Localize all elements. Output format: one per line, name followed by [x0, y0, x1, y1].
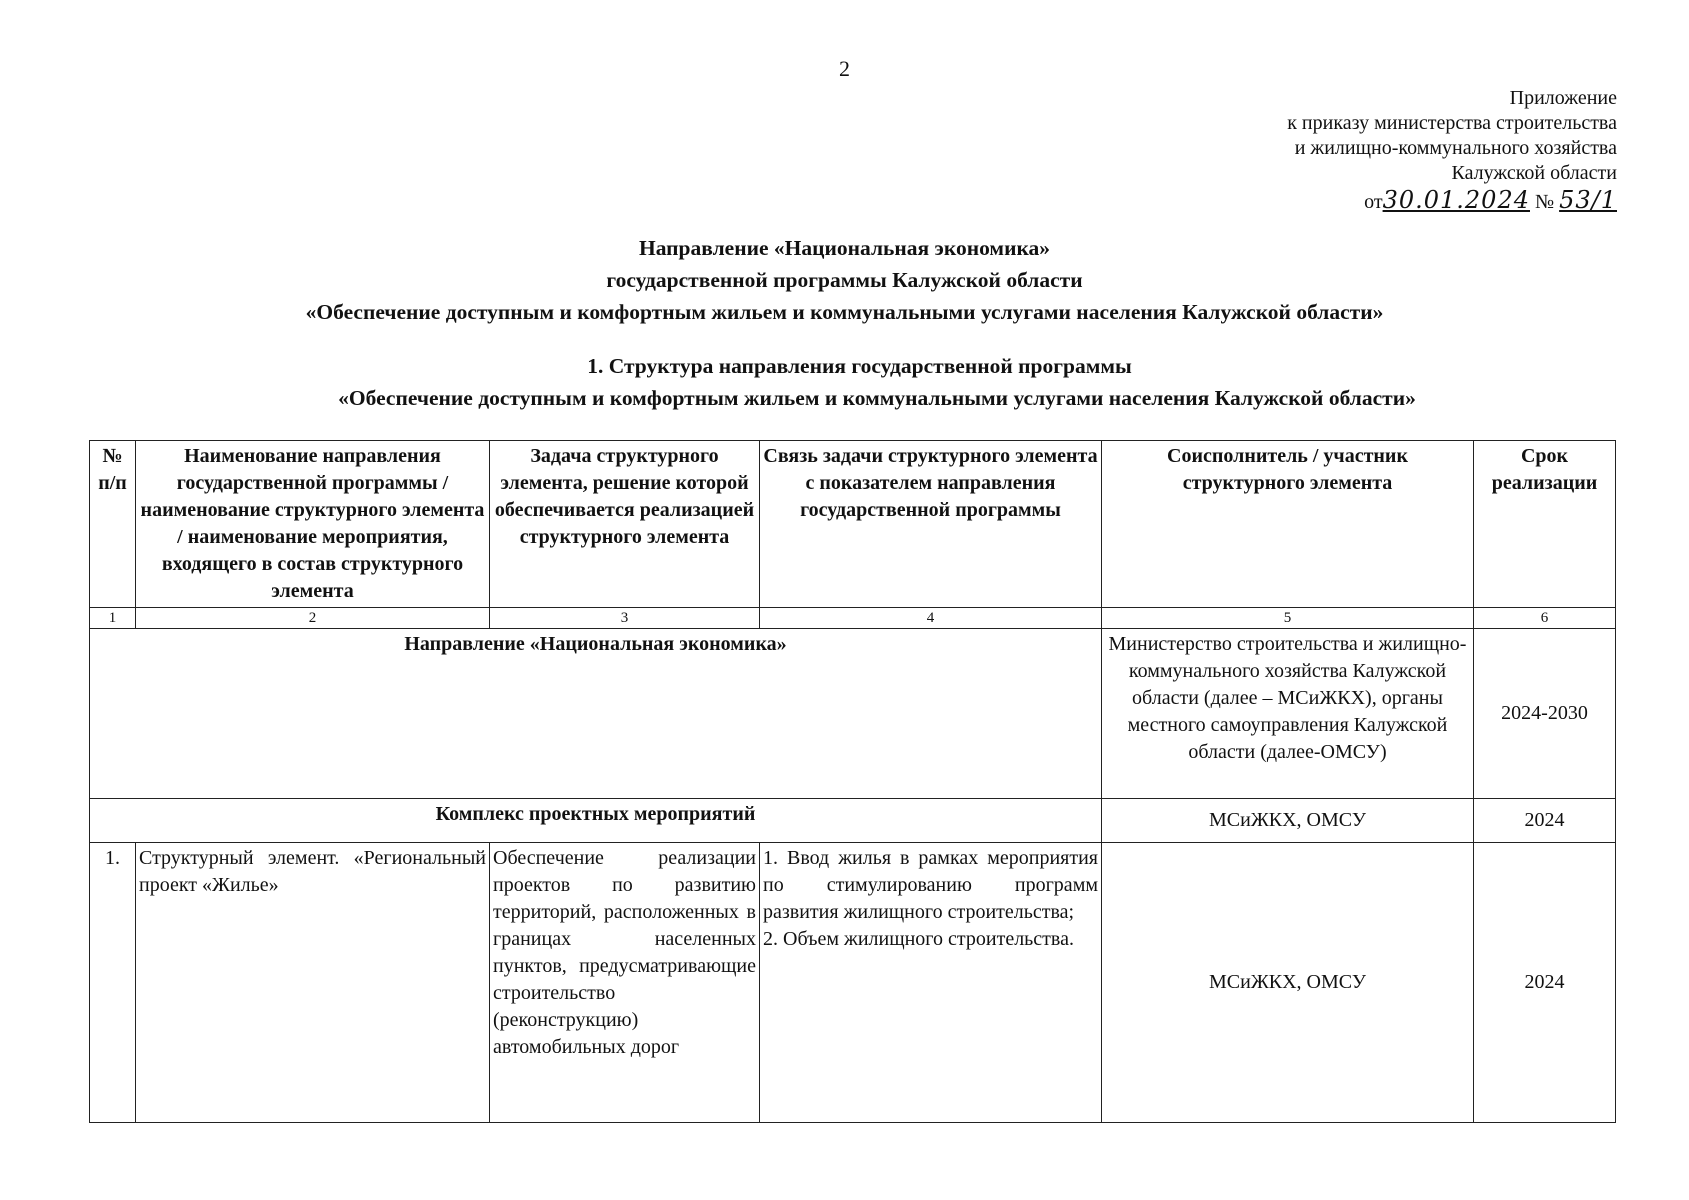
table-header-row: [90, 441, 1616, 608]
header-cell: Связь задачи структурного элемента с показателем направления государственной программы: [760, 441, 1102, 608]
order-number: 53/1: [1559, 186, 1617, 214]
appendix-region: Калужской области: [1451, 162, 1617, 184]
direction-row: [90, 629, 1616, 799]
column-number: 4: [760, 608, 1102, 629]
direction-participant: Министерство строительства и жилищно-коммунального хозяйства Калужской области (далее – МСиЖКХ), органы местного самоуправления Калужской области (далее-ОМСУ): [1102, 629, 1474, 799]
indicator-1: 1. Ввод жилья в рамках мероприятия по стимулированию программ развития жилищного строительства;: [763, 847, 1098, 923]
complex-title: Комплекс проектных мероприятий: [90, 799, 1102, 843]
title-line-1: Направление «Национальная экономика»: [638, 236, 1051, 260]
direction-term: 2024-2030: [1474, 629, 1616, 799]
column-number: 5: [1102, 608, 1474, 629]
column-number: 6: [1474, 608, 1616, 629]
order-prefix: от: [1364, 191, 1383, 213]
header-cell: Срок реализации: [1474, 441, 1616, 608]
order-date: 30.01.2024: [1382, 186, 1530, 214]
section-heading: [0, 350, 1689, 414]
complex-participant: МСиЖКХ, ОМСУ: [1102, 799, 1474, 843]
section-line-2: «Обеспечение доступным и комфортным жильем и коммунальными услугами населения Калужской области»: [338, 386, 1416, 410]
direction-title: Направление «Национальная экономика»: [90, 629, 1102, 799]
section-line-1: 1. Структура направления государственной программы: [587, 354, 1132, 378]
column-number: 2: [136, 608, 490, 629]
column-number: 3: [490, 608, 760, 629]
appendix-title: Приложение: [1509, 87, 1617, 109]
header-cell: Соисполнитель / участник структурного элемента: [1102, 441, 1474, 608]
item-name: Структурный элемент. «Региональный проект «Жилье»: [136, 843, 490, 1123]
item-indicators: [760, 843, 1102, 1123]
appendix-ministry: и жилищно-коммунального хозяйства: [1294, 137, 1617, 159]
title-line-2: государственной программы Калужской области: [606, 268, 1083, 292]
item-participant: МСиЖКХ, ОМСУ: [1102, 843, 1474, 1123]
appendix-block: [1287, 86, 1617, 215]
order-number-label: №: [1535, 191, 1555, 213]
table-row: [90, 843, 1616, 1123]
page-number: 2: [839, 56, 850, 81]
appendix-order-ref: к приказу министерства строительства: [1287, 112, 1617, 134]
complex-row: [90, 799, 1616, 843]
item-term: 2024: [1474, 843, 1616, 1123]
column-number: 1: [90, 608, 136, 629]
order-line: [1287, 188, 1617, 215]
document-title: [0, 232, 1689, 328]
item-number: 1.: [90, 843, 136, 1123]
indicator-2: 2. Объем жилищного строительства.: [763, 928, 1074, 950]
header-cell: Наименование направления государственной программы / наименование структурного элемента / наименование мероприятия, входящего в состав структурного элемента: [136, 441, 490, 608]
structure-table: [89, 440, 1616, 1123]
column-number-row: [90, 608, 1616, 629]
header-cell: № п/п: [90, 441, 136, 608]
header-cell: Задача структурного элемента, решение которой обеспечивается реализацией структурного элемента: [490, 441, 760, 608]
complex-term: 2024: [1474, 799, 1616, 843]
item-task: Обеспечение реализации проектов по развитию территорий, расположенных в границах населенных пунктов, предусматривающие строительство (реконструкцию) автомобильных дорог: [490, 843, 760, 1123]
title-line-3: «Обеспечение доступным и комфортным жильем и коммунальными услугами населения Калужской области»: [305, 300, 1384, 324]
